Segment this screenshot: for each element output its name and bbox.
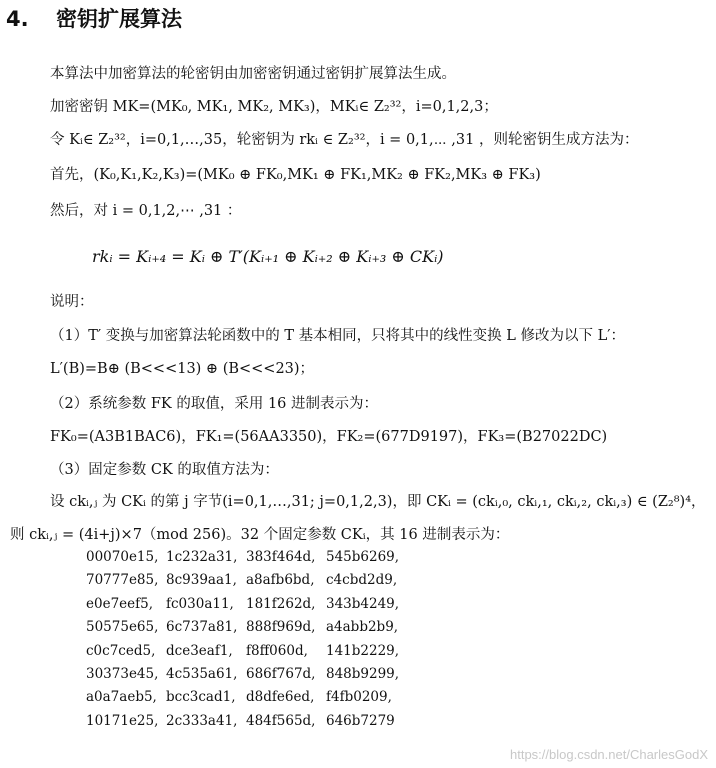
ck-value: c4cbd2d9, xyxy=(326,572,398,589)
ck-value: fc030a11, xyxy=(166,595,234,612)
note-1-formula: L′(B)=B⊕ (B<<<13) ⊕ (B<<<23)； xyxy=(50,361,315,377)
note-1: （1）T′ 变换与加密算法轮函数中的 T 基本相同，只将其中的线性变换 L 修改为以下 L′： xyxy=(50,328,626,344)
table-row xyxy=(86,643,406,666)
ck-value: 686f767d, xyxy=(246,665,316,682)
ck-table xyxy=(86,549,406,736)
ck-value: d8dfe6ed, xyxy=(246,689,315,706)
ck-value: 30373e45, xyxy=(86,665,159,682)
ck-value: 8c939aa1, xyxy=(166,572,237,589)
table-row xyxy=(86,596,406,619)
table-row xyxy=(86,689,406,712)
ck-value: a8afb6bd, xyxy=(246,572,315,589)
note-2: （2）系统参数 FK 的取值，采用 16 进制表示为： xyxy=(50,396,379,412)
ck-value: 545b6269, xyxy=(326,549,400,565)
ck-value: bcc3cad1, xyxy=(166,689,236,706)
ck-value: 10171e25, xyxy=(86,712,159,729)
ck-value: 6c737a81, xyxy=(166,619,238,636)
section-number: 4. xyxy=(6,7,29,31)
notes-title: 说明： xyxy=(50,294,94,310)
ck-value: 888f969d, xyxy=(246,619,316,636)
note-3: （3）固定参数 CK 的取值方法为： xyxy=(50,462,279,478)
table-row xyxy=(86,666,406,689)
mk-definition: 加密密钥 MK=(MK₀, MK₁, MK₂, MK₃)，MKᵢ∈ Z₂³²，i=0,1,2,3； xyxy=(50,99,498,115)
ck-value: 383f464d, xyxy=(246,549,316,565)
ck-value: 00070e15, xyxy=(86,549,159,565)
section-title: 密钥扩展算法 xyxy=(56,7,182,31)
table-row xyxy=(86,713,406,736)
ck-value: 2c333a41, xyxy=(166,712,238,729)
k-definition: 令 Kᵢ∈ Z₂³²，i=0,1,…,35，轮密钥为 rkᵢ ∈ Z₂³²，i = 0,1,⋯ ,31 ，则轮密钥生成方法为： xyxy=(50,132,639,148)
ck-value: 141b2229, xyxy=(326,642,400,659)
watermark: https://blog.csdn.net/CharlesGodX xyxy=(509,747,708,762)
ck-value: 181f262d, xyxy=(246,595,316,612)
then-step: 然后，对 i = 0,1,2,⋯ ,31 ： xyxy=(50,203,242,219)
ck-value: f8ff060d, xyxy=(246,642,308,659)
intro-paragraph: 本算法中加密算法的轮密钥由加密密钥通过密钥扩展算法生成。 xyxy=(50,66,456,82)
section-heading xyxy=(6,4,182,34)
ck-value: f4fb0209, xyxy=(326,689,392,706)
table-row xyxy=(86,572,406,595)
ck-value: c0c7ced5, xyxy=(86,642,156,659)
ck-value: 646b7279 xyxy=(326,712,395,729)
ck-value: 50575e65, xyxy=(86,619,159,636)
ck-value: dce3eaf1, xyxy=(166,642,233,659)
ck-value: e0e7eef5, xyxy=(86,595,154,612)
first-step: 首先，(K₀,K₁,K₂,K₃)=(MK₀ ⊕ FK₀,MK₁ ⊕ FK₁,MK₂ ⊕ FK₂,MK₃ ⊕ FK₃) xyxy=(50,167,541,183)
ck-value: a4abb2b9, xyxy=(326,619,399,636)
ck-value: 343b4249, xyxy=(326,595,400,612)
ck-value: 848b9299, xyxy=(326,665,400,682)
ck-definition: 设 ckᵢ,ⱼ 为 CKᵢ 的第 j 字节(i=0,1,…,31; j=0,1,2,3)，即 CKᵢ = (ckᵢ,₀, ckᵢ,₁, ckᵢ,₂, ckᵢ,₃) ∈ (Z₂⁸)⁴， xyxy=(50,494,706,510)
ck-value: a0a7aeb5, xyxy=(86,689,157,706)
ck-value: 70777e85, xyxy=(86,572,159,589)
ck-value: 1c232a31, xyxy=(166,549,238,565)
round-key-formula: rkᵢ = Kᵢ₊₄ = Kᵢ ⊕ T′(Kᵢ₊₁ ⊕ Kᵢ₊₂ ⊕ Kᵢ₊₃ ⊕ CKᵢ) xyxy=(92,247,444,266)
table-row xyxy=(86,619,406,642)
table-row xyxy=(86,549,406,572)
ck-formula: 则 ckᵢ,ⱼ = (4i+j)×7（mod 256)。32 个固定参数 CKᵢ，其 16 进制表示为： xyxy=(10,527,510,543)
ck-value: 4c535a61, xyxy=(166,665,238,682)
ck-value: 484f565d, xyxy=(246,712,316,729)
fk-values: FK₀=(A3B1BAC6)，FK₁=(56AA3350)，FK₂=(677D9197)，FK₃=(B27022DC) xyxy=(50,429,608,445)
